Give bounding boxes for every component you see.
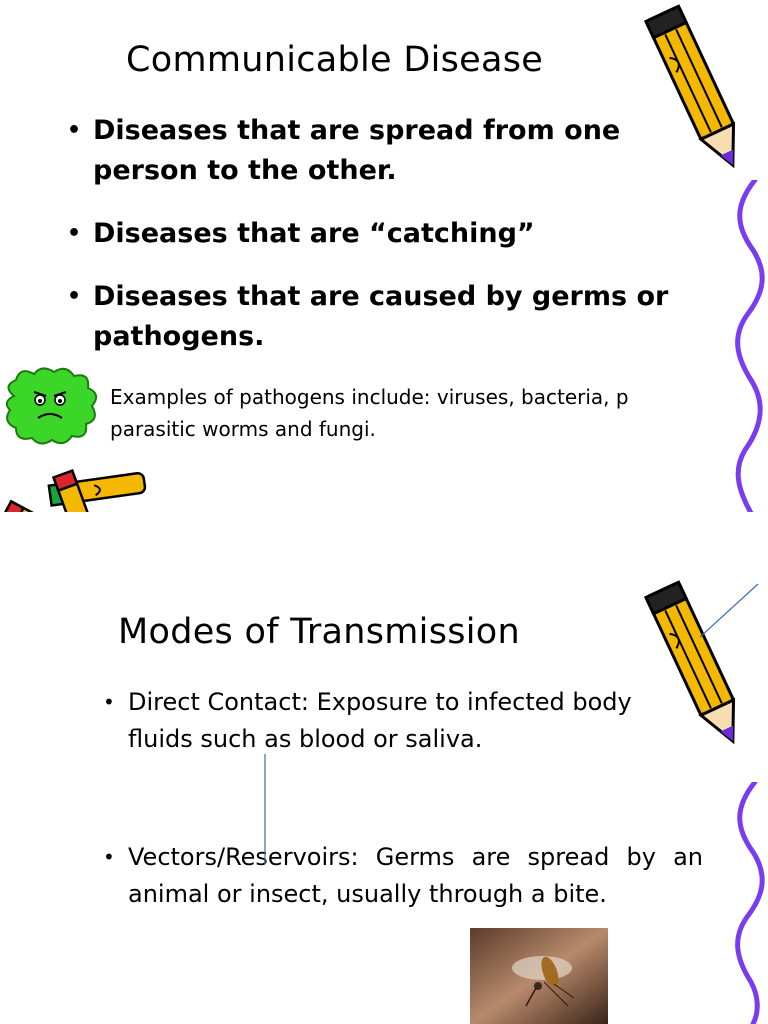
bullet-item: • Diseases that are spread from one person to the other. — [93, 111, 693, 191]
crayons-icon — [0, 466, 155, 512]
connector-line — [262, 754, 268, 864]
bullet-list — [128, 684, 703, 913]
slide-title: Modes of Transmission — [118, 612, 520, 652]
squiggle-line — [725, 782, 768, 1024]
bullet-item: • Diseases that are “catching” — [93, 214, 693, 254]
pathogen-examples-text: Examples of pathogens include: viruses, bacteria, p parasitic worms and fungi. — [110, 385, 629, 441]
bullet-list — [93, 111, 693, 380]
germ-icon — [2, 366, 102, 448]
bullet-item: • Vectors/Reservoirs: Germs are spread by an animal or insect, usually through a bite. — [128, 839, 703, 913]
pencil-icon — [640, 0, 760, 185]
mosquito-photo — [470, 928, 608, 1024]
slide-title: Communicable Disease — [126, 40, 544, 80]
slide-modes-of-transmission — [0, 512, 768, 1024]
bullet-item: • Diseases that are caused by germs or pathogens. — [93, 277, 693, 357]
squiggle-line — [725, 180, 768, 512]
connector-line — [700, 582, 760, 642]
bullet-item: • Direct Contact: Exposure to infected body fluids such as blood or saliva. — [128, 684, 703, 758]
